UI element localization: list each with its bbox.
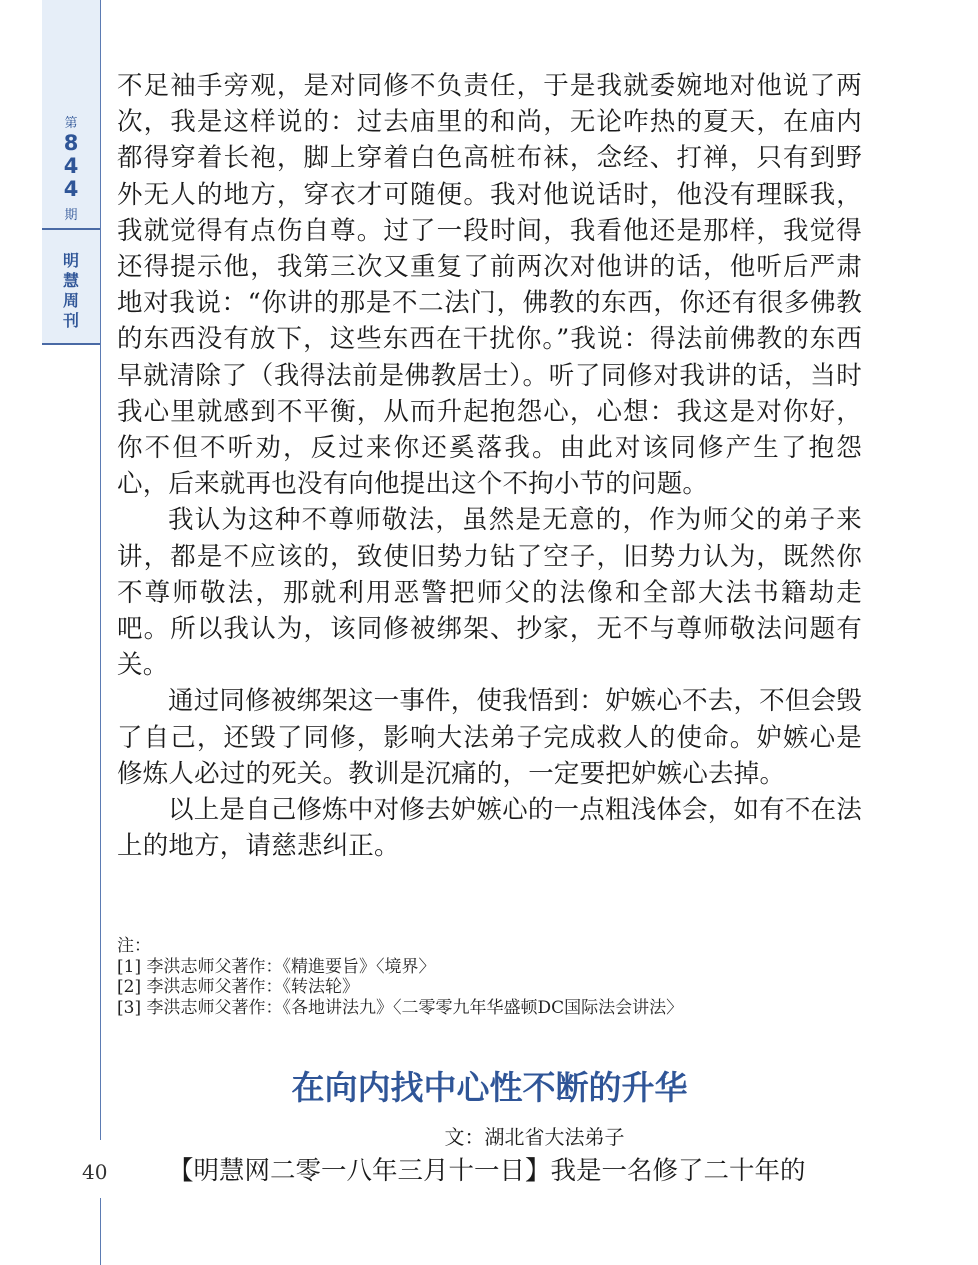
article-paragraph: 以上是自己修炼中对修去妒嫉心的一点粗浅体会，如有不在法上的地方，请慈悲纠正。 [117,795,862,862]
footnote-item: [3] 李洪志师父著作：《各地讲法九》〈二零零九年华盛顿DC国际法会讲法〉 [117,997,684,1018]
issue-suffix: 期 [64,208,78,223]
article-author: 文：湖北省大法弟子 [444,1125,625,1149]
magazine-name-char: 慧 [62,271,79,290]
article-paragraph: 不足袖手旁观，是对同修不负责任，于是我就委婉地对他说了两次，我是这样说的：过去庙里的和尚，无论咋热的夏天，在庙内都得穿着长袍，脚上穿着白色高桩布袜，念经、打禅，只有到野外无人的地方，穿衣才可随便。我对他说话时，他没有理睬我，我就觉得有点伤自尊。过了一段时间，我看他还是那样，我觉得还得提示他，我第三次又重复了前两次对他讲的话，他听后严肃地对我说：“你讲的那是不二法门，佛教的东西，你还有很多佛教的东西没有放下，这些东西在干扰你。”我说：得法前佛教的东西早就清除了（我得法前是佛教居士）。听了同修对我讲的话，当时我心里就感到不平衡，从而升起抱怨心，心想：我这是对你好，你不但不听劝，反过来你还奚落我。由此对该同修产生了抱怨心，后来就再也没有向他提出这个不拘小节的问题。 [117,71,862,500]
magazine-name-char: 周 [62,291,79,310]
article-title: 在向内找中心性不断的升华 [291,1068,688,1107]
footnote-item: [2] 李洪志师父著作：《转法轮》 [117,977,359,997]
issue-prefix: 第 [64,116,78,131]
article-body [117,68,862,864]
article-paragraph: 通过同修被绑架这一事件，使我悟到：妒嫉心不去，不但会毁了自己，还毁了同修，影响大法弟子完成救人的使命。妒嫉心是修炼人必过的死关。教训是沉痛的，一定要把妒嫉心去掉。 [117,686,862,789]
sidebar-rule-bottom [100,1198,101,1265]
footnotes-label: 注： [117,936,151,956]
sidebar-divider [42,343,100,345]
page-number: 40 [82,1160,108,1184]
footnotes [117,936,862,1018]
article-paragraph: 我认为这种不尊师敬法，虽然是无意的，作为师父的弟子来讲，都是不应该的，致使旧势力钻了空子，旧势力认为，既然你不尊师敬法，那就利用恶警把师父的法像和全部大法书籍劫走吧。所以我认为，该同修被绑架、抄家，无不与尊师敬法问题有关。 [117,505,862,681]
issue-digit: 4 [63,177,79,201]
magazine-name-char: 刊 [62,311,79,330]
issue-digit: 8 [63,131,79,155]
article-lead: 【明慧网二零一八年三月十一日】我是一名修了二十年的 [168,1156,806,1186]
magazine-name-char: 明 [62,251,79,270]
issue-digit: 4 [63,154,79,178]
sidebar-rule [100,0,101,1140]
sidebar-divider [42,228,100,230]
footnote-item: [1] 李洪志师父著作：《精進要旨》〈境界〉 [117,956,436,977]
